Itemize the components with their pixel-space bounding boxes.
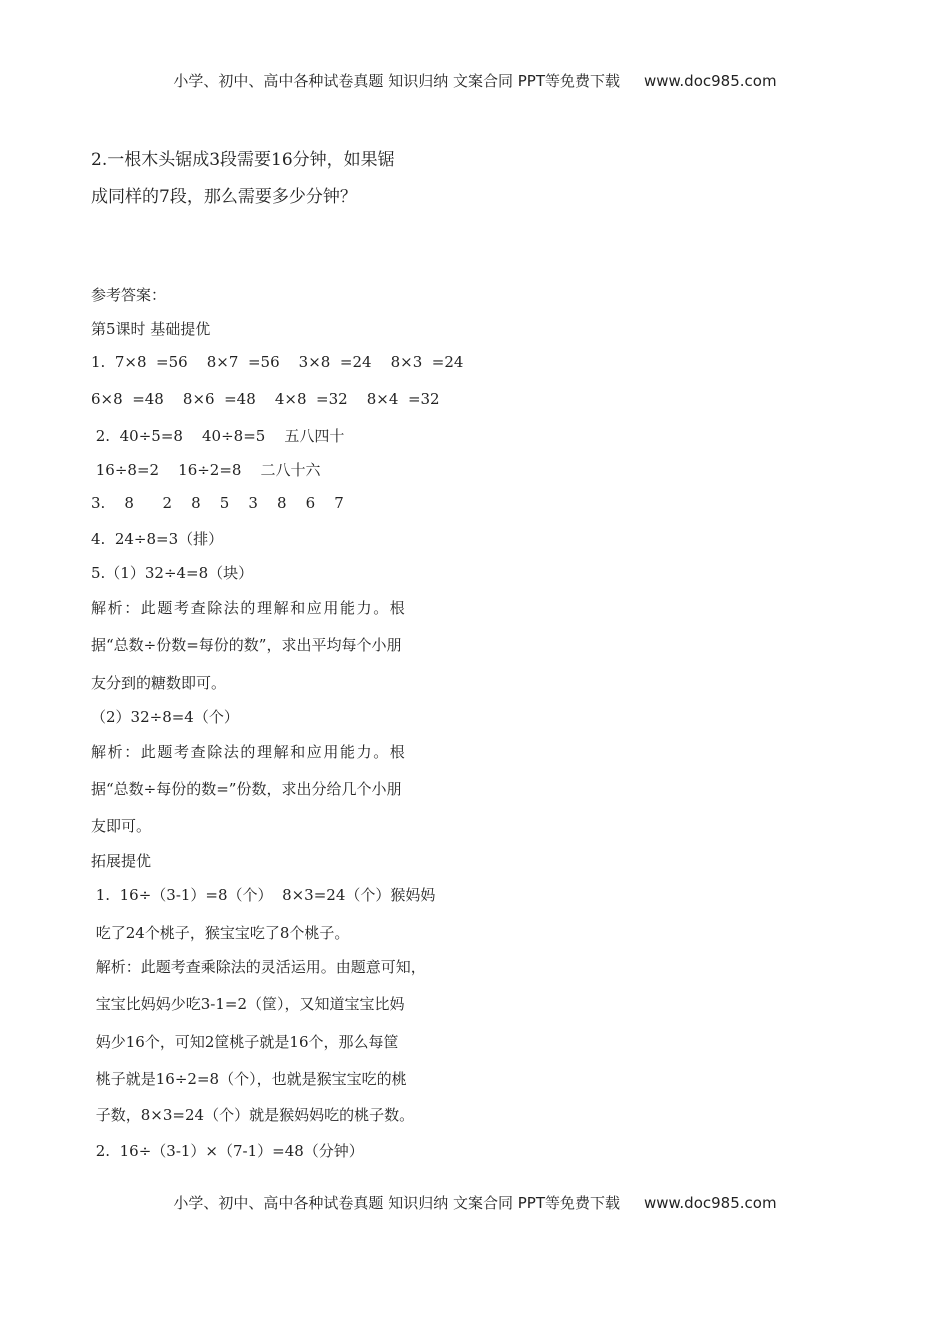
answer-line: （2）32÷8=4（个） xyxy=(91,708,239,726)
answer-line: 1. 16÷（3-1）=8（个） 8×3=24（个）猴妈妈 xyxy=(91,886,436,904)
analysis-line: 解析：此题考查除法的理解和应用能力。根 xyxy=(91,599,407,617)
answer-line: 16÷8=2 16÷2=8 二八十六 xyxy=(91,461,321,479)
answer-line: 4. 24÷8=3（排） xyxy=(91,530,224,548)
answer-line: 5.（1）32÷4=8（块） xyxy=(91,564,254,582)
answer-line: 1. 7×8 =56 8×7 =56 3×8 =24 8×3 =24 xyxy=(91,353,464,371)
answer-line: 6×8 =48 8×6 =48 4×8 =32 8×4 =32 xyxy=(91,390,440,408)
answer-line: 3. 8 2 8 5 3 8 6 7 xyxy=(91,494,344,512)
analysis-line: 据“总数÷每份的数=”份数，求出分给几个小朋 xyxy=(91,780,402,798)
analysis-line: 友即可。 xyxy=(91,817,152,835)
analysis-line: 宝宝比妈妈少吃3-1=2（筐），又知道宝宝比妈 xyxy=(91,995,405,1013)
answer-line: 吃了24个桃子，猴宝宝吃了8个桃子。 xyxy=(91,924,350,942)
analysis-line: 桃子就是16÷2=8（个），也就是猴宝宝吃的桃 xyxy=(91,1070,407,1088)
analysis-line: 妈少16个，可知2筐桃子就是16个，那么每筐 xyxy=(91,1033,399,1051)
footer-text: 小学、初中、高中各种试卷真题 知识归纳 文案合同 PPT等免费下载 xyxy=(173,1194,620,1212)
header-text: 小学、初中、高中各种试卷真题 知识归纳 文案合同 PPT等免费下载 xyxy=(173,72,620,90)
analysis-line: 解析：此题考查乘除法的灵活运用。由题意可知， xyxy=(91,958,426,976)
page-header xyxy=(0,70,950,91)
answer-line: 2. 40÷5=8 40÷8=5 五八四十 xyxy=(91,427,345,445)
analysis-line: 友分到的糖数即可。 xyxy=(91,674,227,692)
question-line-1: 2.一根木头锯成3段需要16分钟，如果锯 xyxy=(91,150,395,170)
analysis-line: 解析：此题考查除法的理解和应用能力。根 xyxy=(91,743,407,761)
analysis-line: 据“总数÷份数=每份的数”，求出平均每个小朋 xyxy=(91,636,402,654)
answer-line: 2. 16÷（3-1）×（7-1）=48（分钟） xyxy=(91,1142,364,1160)
question-line-2: 成同样的7段，那么需要多少分钟？ xyxy=(91,187,357,207)
extension-heading: 拓展提优 xyxy=(91,852,152,870)
footer-url[interactable]: www.doc985.com xyxy=(643,1194,777,1212)
analysis-line: 子数，8×3=24（个）就是猴妈妈吃的桃子数。 xyxy=(91,1106,415,1124)
answers-title: 参考答案： xyxy=(91,286,167,304)
header-url[interactable]: www.doc985.com xyxy=(643,72,777,90)
lesson-heading: 第5课时 基础提优 xyxy=(91,320,211,338)
page-footer xyxy=(0,1192,950,1213)
